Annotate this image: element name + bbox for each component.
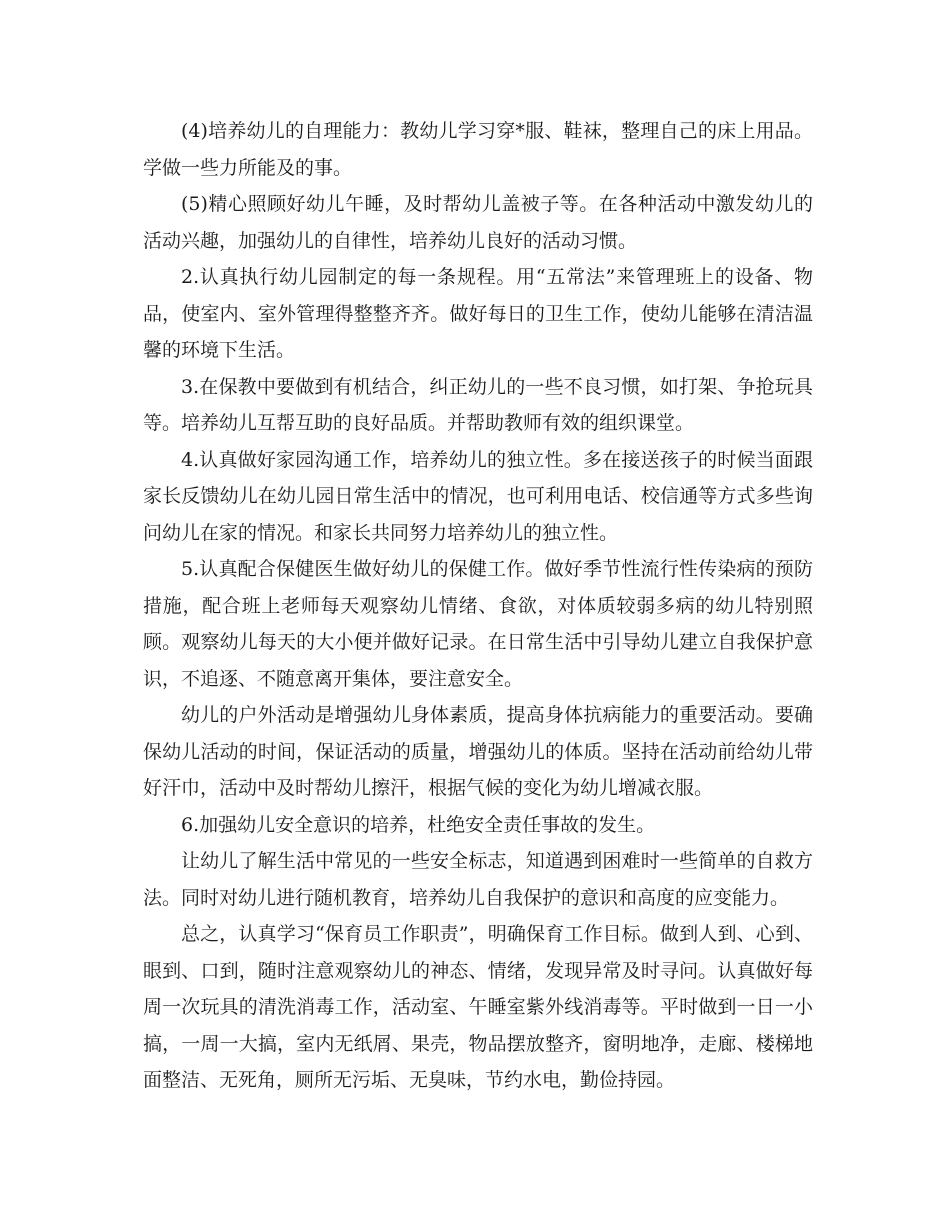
paragraph-home-communication: 4.认真做好家园沟通工作，培养幼儿的独立性。多在接送孩子的时候当面跟家长反馈幼儿在幼儿园日常生活中的情况，也可利用电话、校信通等方式多些询问幼儿在家的情况。和家长共同努力培养幼儿的独立性。: [143, 448, 813, 544]
paragraph-nap-care: (5)精心照顾好幼儿午睡，及时帮幼儿盖被子等。在各种活动中激发幼儿的活动兴趣，加强幼儿的自律性，培养幼儿良好的活动习惯。: [143, 193, 813, 252]
paragraph-self-care: (4)培养幼儿的自理能力：教幼儿学习穿*服、鞋袜，整理自己的床上用品。学做一些力所能及的事。: [143, 120, 813, 179]
document-page: [143, 113, 813, 1099]
paragraph-safety-heading: 6.加强幼儿安全意识的培养，杜绝安全责任事故的发生。: [181, 813, 656, 836]
paragraph-health-care: 5.认真配合保健医生做好幼儿的保健工作。做好季节性流行性传染病的预防措施，配合班上老师每天观察幼儿情绪、食欲，对体质较弱多病的幼儿特别照顾。观察幼儿每天的大小便并做好记录。在日常生活中引导幼儿建立自我保护意识，不追逐、不随意离开集体，要注意安全。: [143, 558, 813, 690]
paragraph-safety-education: 让幼儿了解生活中常见的一些安全标志，知道遇到困难时一些简单的自救方法。同时对幼儿进行随机教育，培养幼儿自我保护的意识和高度的应变能力。: [143, 850, 813, 909]
paragraph-habits: 3.在保教中要做到有机结合，纠正幼儿的一些不良习惯，如打架、争抢玩具等。培养幼儿互帮互助的良好品质。并帮助教师有效的组织课堂。: [143, 375, 813, 434]
paragraph-summary: 总之，认真学习“保育员工作职责”，明确保育工作目标。做到人到、心到、眼到、口到，随时注意观察幼儿的神态、情绪，发现异常及时寻问。认真做好每周一次玩具的清洗消毒工作，活动室、午睡室紫外线消毒等。平时做到一日一小搞，一周一大搞，室内无纸屑、果壳，物品摆放整齐，窗明地净，走廊、楼梯地面整洁、无死角，厕所无污垢、无臭味，节约水电，勤俭持园。: [143, 923, 813, 1091]
paragraph-outdoor-activity: 幼儿的户外活动是增强幼儿身体素质，提高身体抗病能力的重要活动。要确保幼儿活动的时间，保证活动的质量，增强幼儿的体质。坚持在活动前给幼儿带好汗巾，活动中及时帮幼儿擦汗，根据气候的变化为幼儿增减衣服。: [143, 704, 813, 799]
paragraph-regulations: 2.认真执行幼儿园制定的每一条规程。用“五常法”来管理班上的设备、物品，使室内、室外管理得整整齐齐。做好每日的卫生工作，使幼儿能够在清洁温馨的环境下生活。: [143, 266, 813, 361]
